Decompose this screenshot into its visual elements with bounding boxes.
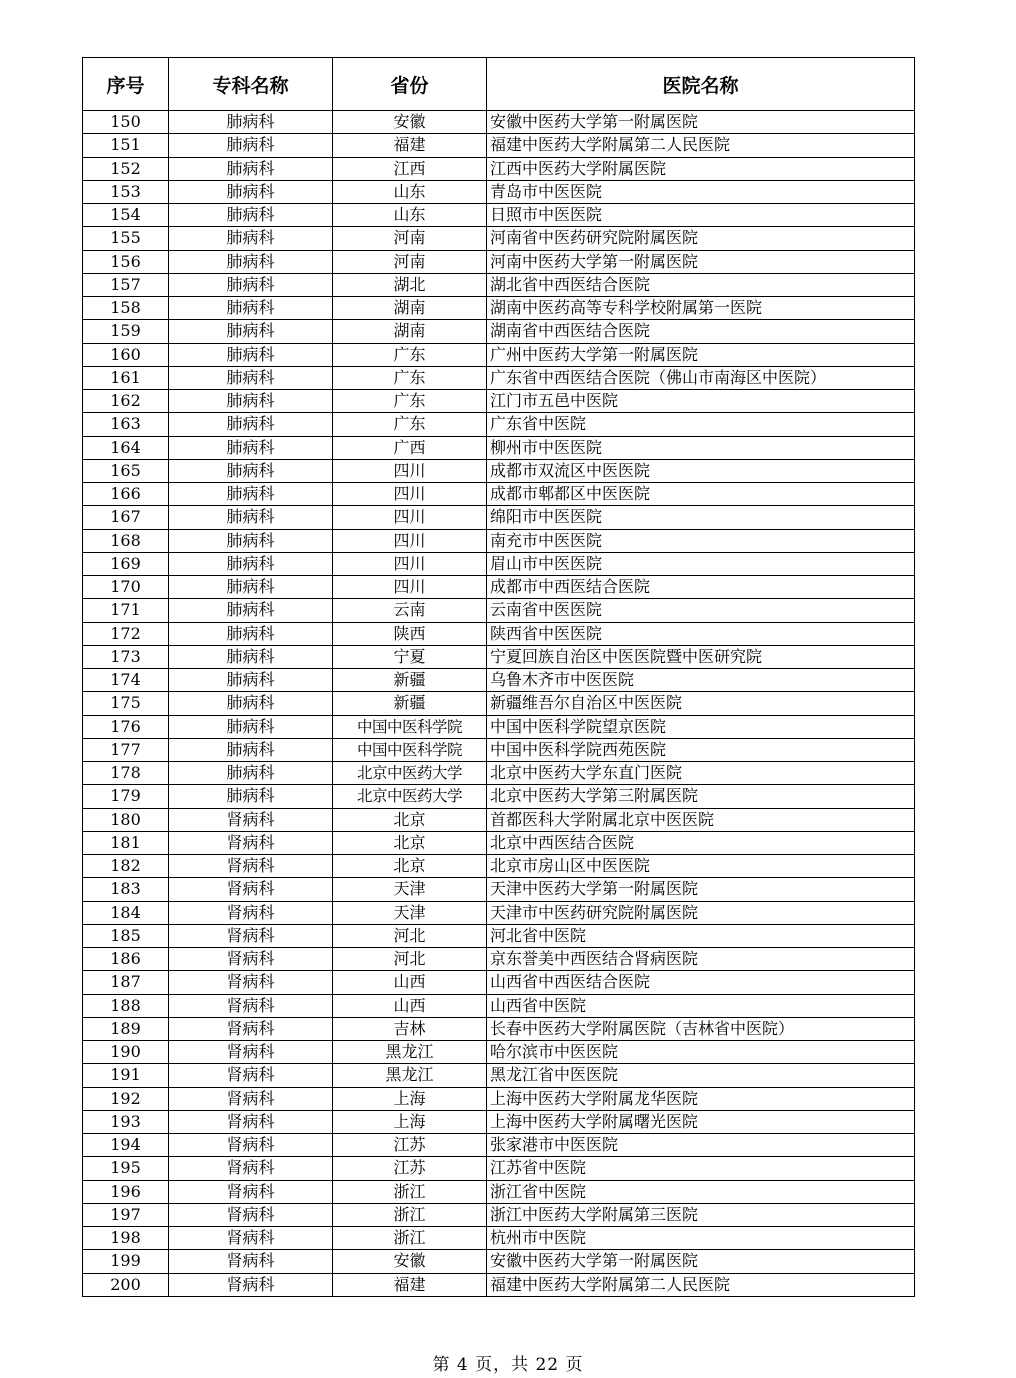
cell-specialty: 肺病科: [169, 436, 333, 459]
cell-province: 四川: [333, 483, 487, 506]
cell-serial-number: 198: [83, 1227, 169, 1250]
cell-province: 北京: [333, 808, 487, 831]
cell-hospital-name: 北京市房山区中医医院: [487, 855, 915, 878]
cell-hospital-name: 江门市五邑中医院: [487, 390, 915, 413]
cell-serial-number: 172: [83, 622, 169, 645]
cell-hospital-name: 乌鲁木齐市中医医院: [487, 669, 915, 692]
cell-serial-number: 196: [83, 1180, 169, 1203]
header-hospital-name: 医院名称: [487, 58, 915, 111]
cell-specialty: 肺病科: [169, 111, 333, 134]
cell-serial-number: 192: [83, 1087, 169, 1110]
cell-specialty: 肺病科: [169, 552, 333, 575]
cell-province: 山东: [333, 180, 487, 203]
cell-province: 北京中医药大学: [333, 762, 487, 785]
cell-serial-number: 175: [83, 692, 169, 715]
cell-serial-number: 173: [83, 645, 169, 668]
cell-province: 新疆: [333, 669, 487, 692]
header-serial-number: 序号: [83, 58, 169, 111]
table-row: [83, 1110, 915, 1133]
cell-hospital-name: 中国中医科学院西苑医院: [487, 738, 915, 761]
cell-province: 广东: [333, 343, 487, 366]
cell-specialty: 肺病科: [169, 692, 333, 715]
cell-province: 福建: [333, 134, 487, 157]
table-body: [83, 111, 915, 1297]
cell-hospital-name: 安徽中医药大学第一附属医院: [487, 111, 915, 134]
cell-serial-number: 184: [83, 901, 169, 924]
cell-specialty: 肾病科: [169, 878, 333, 901]
cell-specialty: 肺病科: [169, 622, 333, 645]
cell-specialty: 肾病科: [169, 831, 333, 854]
cell-serial-number: 164: [83, 436, 169, 459]
cell-specialty: 肺病科: [169, 227, 333, 250]
table-row: [83, 483, 915, 506]
cell-hospital-name: 黑龙江省中医医院: [487, 1064, 915, 1087]
cell-hospital-name: 河南省中医药研究院附属医院: [487, 227, 915, 250]
cell-hospital-name: 北京中西医结合医院: [487, 831, 915, 854]
cell-province: 浙江: [333, 1227, 487, 1250]
table-row: [83, 994, 915, 1017]
cell-serial-number: 160: [83, 343, 169, 366]
cell-hospital-name: 北京中医药大学第三附属医院: [487, 785, 915, 808]
cell-province: 安徽: [333, 111, 487, 134]
cell-province: 北京中医药大学: [333, 785, 487, 808]
table-row: [83, 971, 915, 994]
cell-specialty: 肺病科: [169, 297, 333, 320]
cell-specialty: 肾病科: [169, 1110, 333, 1133]
table-row: [83, 669, 915, 692]
cell-specialty: 肾病科: [169, 1017, 333, 1040]
cell-specialty: 肺病科: [169, 273, 333, 296]
table-row: [83, 576, 915, 599]
cell-serial-number: 181: [83, 831, 169, 854]
cell-serial-number: 157: [83, 273, 169, 296]
cell-serial-number: 178: [83, 762, 169, 785]
table-row: [83, 529, 915, 552]
cell-province: 云南: [333, 599, 487, 622]
cell-serial-number: 161: [83, 366, 169, 389]
header-specialty-name: 专科名称: [169, 58, 333, 111]
cell-specialty: 肾病科: [169, 948, 333, 971]
table-row: [83, 1087, 915, 1110]
cell-hospital-name: 河南中医药大学第一附属医院: [487, 250, 915, 273]
cell-specialty: 肾病科: [169, 1064, 333, 1087]
table-row: [83, 924, 915, 947]
table-row: [83, 413, 915, 436]
cell-serial-number: 168: [83, 529, 169, 552]
cell-hospital-name: 绵阳市中医医院: [487, 506, 915, 529]
header-province: 省份: [333, 58, 487, 111]
cell-province: 四川: [333, 529, 487, 552]
table-row: [83, 599, 915, 622]
table-row: [83, 390, 915, 413]
cell-hospital-name: 山西省中医院: [487, 994, 915, 1017]
cell-province: 广东: [333, 366, 487, 389]
table-row: [83, 552, 915, 575]
cell-serial-number: 193: [83, 1110, 169, 1133]
cell-province: 山东: [333, 204, 487, 227]
cell-specialty: 肺病科: [169, 506, 333, 529]
cell-hospital-name: 北京中医药大学东直门医院: [487, 762, 915, 785]
cell-specialty: 肾病科: [169, 808, 333, 831]
cell-province: 江西: [333, 157, 487, 180]
cell-hospital-name: 广东省中西医结合医院（佛山市南海区中医院）: [487, 366, 915, 389]
table-row: [83, 1227, 915, 1250]
cell-specialty: 肺病科: [169, 738, 333, 761]
cell-serial-number: 154: [83, 204, 169, 227]
table-row: [83, 808, 915, 831]
cell-hospital-name: 江苏省中医院: [487, 1157, 915, 1180]
table-row: [83, 1250, 915, 1273]
table-row: [83, 343, 915, 366]
hospital-table: [82, 57, 915, 1297]
cell-hospital-name: 浙江省中医院: [487, 1180, 915, 1203]
cell-province: 河南: [333, 227, 487, 250]
table-row: [83, 180, 915, 203]
cell-serial-number: 171: [83, 599, 169, 622]
table-row: [83, 878, 915, 901]
table-row: [83, 1157, 915, 1180]
cell-serial-number: 182: [83, 855, 169, 878]
table-row: [83, 831, 915, 854]
cell-specialty: 肺病科: [169, 390, 333, 413]
cell-specialty: 肺病科: [169, 366, 333, 389]
cell-province: 北京: [333, 855, 487, 878]
table-row: [83, 622, 915, 645]
cell-serial-number: 199: [83, 1250, 169, 1273]
table-header-row: [83, 58, 915, 111]
cell-serial-number: 153: [83, 180, 169, 203]
cell-serial-number: 156: [83, 250, 169, 273]
cell-specialty: 肺病科: [169, 180, 333, 203]
cell-specialty: 肺病科: [169, 645, 333, 668]
table-row: [83, 1134, 915, 1157]
cell-specialty: 肺病科: [169, 459, 333, 482]
cell-serial-number: 183: [83, 878, 169, 901]
cell-specialty: 肺病科: [169, 320, 333, 343]
cell-specialty: 肾病科: [169, 901, 333, 924]
cell-specialty: 肾病科: [169, 1180, 333, 1203]
cell-specialty: 肾病科: [169, 1273, 333, 1296]
cell-province: 江苏: [333, 1157, 487, 1180]
cell-province: 湖南: [333, 297, 487, 320]
cell-province: 山西: [333, 994, 487, 1017]
cell-hospital-name: 长春中医药大学附属医院（吉林省中医院）: [487, 1017, 915, 1040]
cell-serial-number: 191: [83, 1064, 169, 1087]
cell-specialty: 肾病科: [169, 1227, 333, 1250]
cell-serial-number: 186: [83, 948, 169, 971]
cell-hospital-name: 陕西省中医医院: [487, 622, 915, 645]
cell-hospital-name: 成都市双流区中医医院: [487, 459, 915, 482]
table-row: [83, 692, 915, 715]
cell-specialty: 肺病科: [169, 715, 333, 738]
cell-specialty: 肾病科: [169, 971, 333, 994]
cell-province: 新疆: [333, 692, 487, 715]
cell-province: 河南: [333, 250, 487, 273]
cell-specialty: 肾病科: [169, 1134, 333, 1157]
cell-hospital-name: 哈尔滨市中医医院: [487, 1041, 915, 1064]
table-row: [83, 157, 915, 180]
table-row: [83, 738, 915, 761]
cell-province: 天津: [333, 878, 487, 901]
cell-province: 天津: [333, 901, 487, 924]
table-row: [83, 948, 915, 971]
cell-serial-number: 185: [83, 924, 169, 947]
cell-province: 黑龙江: [333, 1064, 487, 1087]
table-row: [83, 111, 915, 134]
table-row: [83, 645, 915, 668]
cell-serial-number: 188: [83, 994, 169, 1017]
cell-serial-number: 166: [83, 483, 169, 506]
cell-province: 浙江: [333, 1203, 487, 1226]
page-footer: 第 4 页，共 22 页: [432, 1355, 584, 1375]
cell-hospital-name: 柳州市中医医院: [487, 436, 915, 459]
cell-hospital-name: 新疆维吾尔自治区中医医院: [487, 692, 915, 715]
table-row: [83, 855, 915, 878]
cell-hospital-name: 日照市中医医院: [487, 204, 915, 227]
cell-serial-number: 179: [83, 785, 169, 808]
cell-hospital-name: 京东誉美中西医结合肾病医院: [487, 948, 915, 971]
table-row: [83, 506, 915, 529]
cell-serial-number: 159: [83, 320, 169, 343]
table-row: [83, 297, 915, 320]
cell-hospital-name: 安徽中医药大学第一附属医院: [487, 1250, 915, 1273]
cell-specialty: 肺病科: [169, 343, 333, 366]
table-row: [83, 762, 915, 785]
cell-province: 吉林: [333, 1017, 487, 1040]
cell-hospital-name: 湖南中医药高等专科学校附属第一医院: [487, 297, 915, 320]
cell-hospital-name: 福建中医药大学附属第二人民医院: [487, 134, 915, 157]
cell-specialty: 肾病科: [169, 924, 333, 947]
cell-province: 上海: [333, 1087, 487, 1110]
cell-hospital-name: 湖南省中西医结合医院: [487, 320, 915, 343]
table-row: [83, 901, 915, 924]
table-row: [83, 134, 915, 157]
cell-specialty: 肺病科: [169, 529, 333, 552]
cell-serial-number: 174: [83, 669, 169, 692]
cell-serial-number: 165: [83, 459, 169, 482]
cell-hospital-name: 杭州市中医院: [487, 1227, 915, 1250]
table-row: [83, 273, 915, 296]
cell-specialty: 肾病科: [169, 1203, 333, 1226]
table-row: [83, 715, 915, 738]
table-row: [83, 1273, 915, 1296]
cell-hospital-name: 天津中医药大学第一附属医院: [487, 878, 915, 901]
cell-hospital-name: 宁夏回族自治区中医医院暨中医研究院: [487, 645, 915, 668]
cell-specialty: 肾病科: [169, 1157, 333, 1180]
cell-hospital-name: 广东省中医院: [487, 413, 915, 436]
cell-serial-number: 197: [83, 1203, 169, 1226]
cell-province: 广东: [333, 390, 487, 413]
cell-serial-number: 195: [83, 1157, 169, 1180]
cell-hospital-name: 云南省中医医院: [487, 599, 915, 622]
cell-province: 四川: [333, 506, 487, 529]
cell-serial-number: 152: [83, 157, 169, 180]
cell-province: 中国中医科学院: [333, 738, 487, 761]
cell-hospital-name: 眉山市中医医院: [487, 552, 915, 575]
cell-serial-number: 180: [83, 808, 169, 831]
cell-specialty: 肺病科: [169, 157, 333, 180]
table-row: [83, 227, 915, 250]
cell-province: 宁夏: [333, 645, 487, 668]
cell-serial-number: 167: [83, 506, 169, 529]
cell-province: 安徽: [333, 1250, 487, 1273]
cell-specialty: 肺病科: [169, 204, 333, 227]
cell-serial-number: 189: [83, 1017, 169, 1040]
cell-hospital-name: 中国中医科学院望京医院: [487, 715, 915, 738]
cell-specialty: 肺病科: [169, 134, 333, 157]
cell-hospital-name: 河北省中医院: [487, 924, 915, 947]
cell-specialty: 肺病科: [169, 762, 333, 785]
cell-hospital-name: 成都市郫都区中医医院: [487, 483, 915, 506]
cell-province: 福建: [333, 1273, 487, 1296]
cell-hospital-name: 江西中医药大学附属医院: [487, 157, 915, 180]
cell-specialty: 肾病科: [169, 1250, 333, 1273]
table-row: [83, 320, 915, 343]
table-row: [83, 1203, 915, 1226]
cell-hospital-name: 上海中医药大学附属龙华医院: [487, 1087, 915, 1110]
table-row: [83, 250, 915, 273]
cell-province: 上海: [333, 1110, 487, 1133]
cell-serial-number: 151: [83, 134, 169, 157]
cell-serial-number: 170: [83, 576, 169, 599]
table-row: [83, 366, 915, 389]
cell-serial-number: 162: [83, 390, 169, 413]
cell-serial-number: 155: [83, 227, 169, 250]
cell-hospital-name: 天津市中医药研究院附属医院: [487, 901, 915, 924]
cell-province: 黑龙江: [333, 1041, 487, 1064]
cell-serial-number: 169: [83, 552, 169, 575]
cell-province: 四川: [333, 459, 487, 482]
cell-hospital-name: 青岛市中医医院: [487, 180, 915, 203]
cell-hospital-name: 上海中医药大学附属曙光医院: [487, 1110, 915, 1133]
cell-province: 四川: [333, 552, 487, 575]
cell-province: 四川: [333, 576, 487, 599]
cell-province: 北京: [333, 831, 487, 854]
cell-serial-number: 163: [83, 413, 169, 436]
cell-serial-number: 176: [83, 715, 169, 738]
cell-hospital-name: 浙江中医药大学附属第三医院: [487, 1203, 915, 1226]
cell-province: 湖北: [333, 273, 487, 296]
cell-specialty: 肾病科: [169, 994, 333, 1017]
cell-specialty: 肺病科: [169, 413, 333, 436]
cell-province: 湖南: [333, 320, 487, 343]
cell-province: 广东: [333, 413, 487, 436]
cell-serial-number: 177: [83, 738, 169, 761]
cell-serial-number: 190: [83, 1041, 169, 1064]
cell-serial-number: 200: [83, 1273, 169, 1296]
cell-specialty: 肾病科: [169, 855, 333, 878]
cell-specialty: 肺病科: [169, 599, 333, 622]
cell-hospital-name: 山西省中西医结合医院: [487, 971, 915, 994]
cell-hospital-name: 广州中医药大学第一附属医院: [487, 343, 915, 366]
cell-hospital-name: 成都市中西医结合医院: [487, 576, 915, 599]
cell-province: 河北: [333, 948, 487, 971]
cell-specialty: 肾病科: [169, 1041, 333, 1064]
cell-province: 中国中医科学院: [333, 715, 487, 738]
table-row: [83, 1180, 915, 1203]
cell-serial-number: 150: [83, 111, 169, 134]
cell-specialty: 肾病科: [169, 1087, 333, 1110]
cell-hospital-name: 南充市中医医院: [487, 529, 915, 552]
cell-serial-number: 187: [83, 971, 169, 994]
cell-specialty: 肺病科: [169, 483, 333, 506]
cell-province: 浙江: [333, 1180, 487, 1203]
cell-province: 陕西: [333, 622, 487, 645]
cell-province: 山西: [333, 971, 487, 994]
table-row: [83, 1017, 915, 1040]
cell-hospital-name: 首都医科大学附属北京中医医院: [487, 808, 915, 831]
table-row: [83, 1041, 915, 1064]
cell-hospital-name: 张家港市中医医院: [487, 1134, 915, 1157]
table-row: [83, 204, 915, 227]
cell-province: 广西: [333, 436, 487, 459]
cell-serial-number: 158: [83, 297, 169, 320]
cell-hospital-name: 福建中医药大学附属第二人民医院: [487, 1273, 915, 1296]
cell-specialty: 肺病科: [169, 576, 333, 599]
cell-serial-number: 194: [83, 1134, 169, 1157]
table-row: [83, 1064, 915, 1087]
cell-specialty: 肺病科: [169, 669, 333, 692]
cell-province: 江苏: [333, 1134, 487, 1157]
table-row: [83, 785, 915, 808]
cell-province: 河北: [333, 924, 487, 947]
table-row: [83, 459, 915, 482]
cell-specialty: 肺病科: [169, 785, 333, 808]
table-row: [83, 436, 915, 459]
cell-specialty: 肺病科: [169, 250, 333, 273]
cell-hospital-name: 湖北省中西医结合医院: [487, 273, 915, 296]
